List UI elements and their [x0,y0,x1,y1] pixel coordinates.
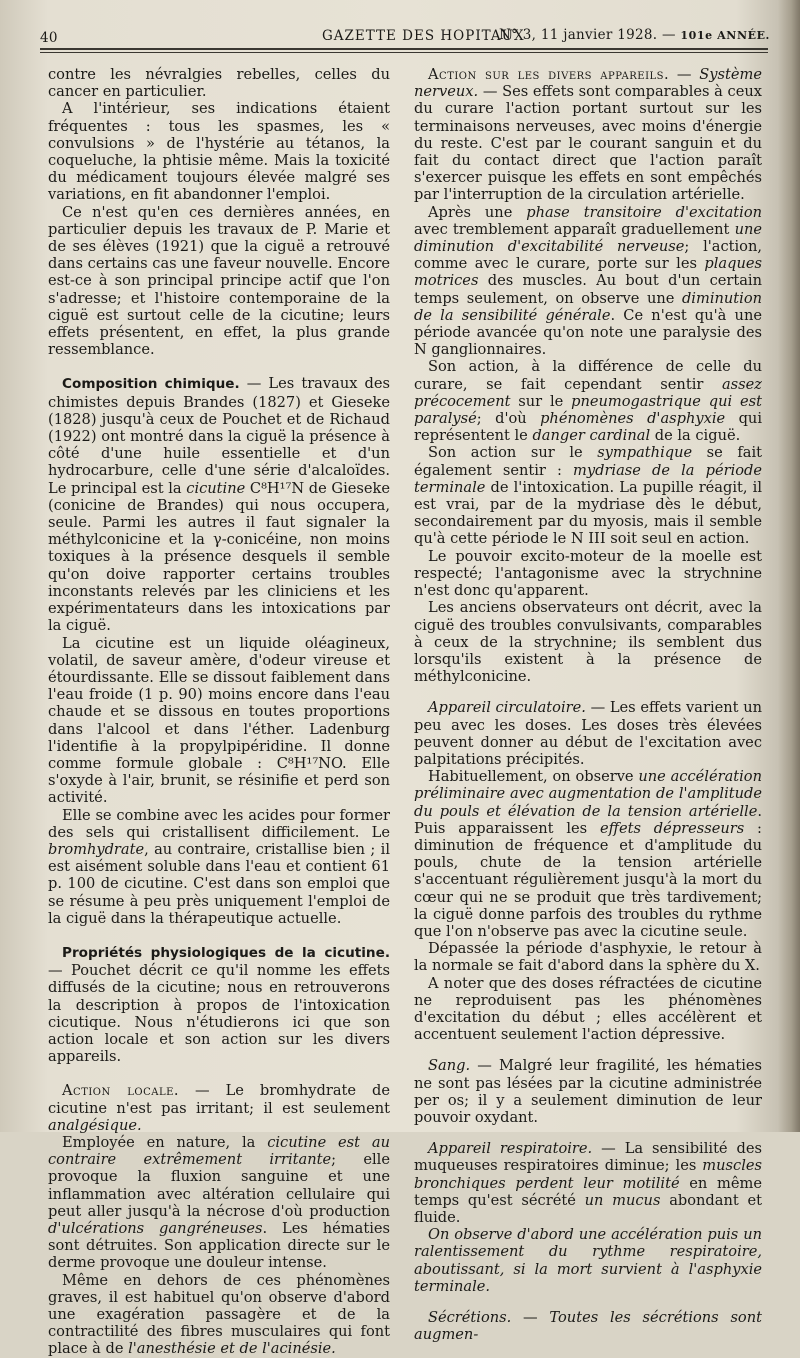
subsection-respiratoire: Appareil respiratoire. — La sensibilité des muqueuses respiratoires diminue; les muscles bronchiques perdent leur motilité en même temps qu'est sécrété un mucus abondant et fluide. [414,1140,762,1226]
paragraph: Son action sur le sympathique se fait également sentir : mydriase de la période terminale de l'intoxication. La pupille réagit, il est vrai, par de la mydriase dès le début, secondairement par du myosis, mais il semble qu'à cette période le N III soit seul en action. [414,444,763,548]
header-rule-thin [40,52,768,53]
section-proprietes: Propriétés physiologiques de la cicutine. — Pouchet décrit ce qu'il nomme les effets diffusés de la cicutine; nous en retrouverons la description à propos de l'intoxication cicutique. Nous n'étudierons ici que son action locale et son action sur les divers appareils. [48,944,390,1066]
paragraph: A noter que des doses réfractées de cicutine ne reproduisent pas les phénomènes d'excitation du début ; elles accélèrent et accentuent seulement l'action dépressive. [414,974,762,1044]
running-header [40,22,770,48]
paragraph: Dépassée la période d'asphyxie, le retour à la normale se fait d'abord dans la sphère du X. [414,940,762,975]
left-column [48,66,390,1358]
paragraph: Elle se combine avec les acides pour former des sels qui cristallisent difficilement. Le bromhydrate, au contraire, cristallise bien ; il est aisément soluble dans l'eau et contient 61 p. 100 de cicutine. C'est dans son emploi que se résume à peu près uniquement l'emploi de la ciguë dans la thérapeutique actuelle. [48,806,390,927]
paragraph: Après une phase transitoire d'excitation avec tremblement apparaît graduellement une diminution d'excitabilité nerveuse; l'action, comme avec le curare, porte sur les plaques motrices des muscles. Au bout d'un certain temps seulement, on observe une diminution de la sensibilité générale. Ce n'est qu'à une période avancée qu'on note une paralysie des N ganglionnaires. [414,203,763,359]
paragraph: On observe d'abord une accélération puis un ralentissement du rythme respiratoire, aboutissant, si la mort survient à l'asphyxie terminale. [414,1226,762,1295]
header-rule-thick [40,48,768,50]
issue-line [499,27,770,43]
subsection-heading: Appareil circulatoire. [428,699,586,717]
subsection-sang: Sang. — Malgré leur fragilité, les hématies ne sont pas lésées par la cicutine administrée per os; il y a seulement diminution de leur pouvoir oxydant. [414,1057,762,1126]
paragraph: Employée en nature, la cicutine est au contraire extrêmement irritante; elle provoque la fluxion sanguine et une inflammation avec altération cellulaire qui peut aller jusqu'à la nécrose d'où production d'ulcérations gangréneuses. Les hématies sont détruites. Son application directe sur le derme provoque une douleur intense. [48,1133,391,1272]
section-composition: Composition chimique. — Les travaux des chimistes depuis Brandes (1827) et Gieseke (1828) jusqu'à ceux de Pouchet et de Richaud (1922) ont montré dans la ciguë la présence à côté d'une huile essentielle et d'un hydrocarbure, celle d'une série d'alcaloïdes. Le principal est la cicutine C⁸H¹⁷N de Gieseke (conicine de Brandes) qui nous occupera, seule. Parmi les autres il faut signaler la méthylconicine et la γ-conicéine, non moins toxiques à la présence desquels il semble qu'on doive rapporter certains troubles inconstants relevés par les cliniciens et les expérimentateurs dans les intoxications par la ciguë. [48,375,390,635]
journal-title: GAZETTE DES HOPITAUX [322,28,525,44]
page-edge-shadow [778,0,800,1132]
paragraph: Habituellement, on observe une accélération préliminaire avec augmentation de l'amplitude du pouls et élévation de la tension artérielle. Puis apparaissent les effets dépresseurs : diminution de fréquence et d'amplitude du pouls, chute de la tension artérielle s'accentuant régulièrement jusqu'à la mort du cœur qui ne se produit que très tardivement; la ciguë donne parfois des troubles du rythme que l'on n'observe pas avec la cicutine seule. [414,768,762,940]
subsection-heading: Sécrétions. [428,1309,512,1327]
right-column [414,66,762,1343]
section-heading: Composition chimique. [62,376,240,393]
subsection-heading: Action sur les divers appareils. [428,66,670,83]
paragraph: Même en dehors de ces phénomènes graves, il est habituel qu'on observe d'abord une exagération passagère et de la contractilité des fibres musculaires qui font place à de l'anesthésie et de l'acinésie. [48,1271,390,1358]
paragraph: Son action, à la différence de celle du curare, se fait cependant sentir assez précocement sur le pneumogastrique qui est paralysé; d'où phénomènes d'asphyxie qui représentent le danger cardinal de la ciguë. [414,358,762,445]
paragraph: Le pouvoir excito-moteur de la moelle est respecté; l'antagonisme avec la strychnine n'est donc qu'apparent. [414,547,762,600]
subsection-action-locale: Action locale. — Le bromhydrate de cicutine n'est pas irritant; il est seulement analgésique. [48,1082,390,1134]
subsection-heading: Appareil respiratoire. [428,1140,593,1158]
page-number: 40 [40,30,58,46]
paragraph: Les anciens observateurs ont décrit, avec la ciguë des troubles convulsivants, comparables à ceux de la strychnine; ils semblent dus lorsqu'ils existent à la présence de méthylconicine. [414,599,762,686]
subsection-secretions: Sécrétions. — Toutes les sécrétions sont augmen- [414,1309,762,1344]
subsection-heading: Sang. [428,1057,471,1075]
subsection-circulatoire: Appareil circulatoire. — Les effets varient un peu avec les doses. Les doses très élevées peuvent donner au début de l'excitation avec palpitations précipités. [414,699,762,768]
subsection-divers-appareils: Action sur les divers appareils. — Système nerveux. — Ses effets sont comparables à ceux du curare l'action portant surtout sur les terminaisons nerveuses, avec moins d'énergie du reste. C'est par le courant sanguin et du fait du contact direct que l'action paraît s'exercer puisque les effets en sont empêchés par l'interruption de la circulation artérielle. [414,66,762,204]
paragraph: contre les névralgies rebelles, celles du cancer en particulier. [48,66,390,101]
section-heading: Propriétés physiologiques de la cicutine. [62,944,390,961]
paragraph: La cicutine est un liquide oléagineux, volatil, de saveur amère, d'odeur vireuse et étourdissante. Elle se dissout faiblement dans l'eau froide (1 p. 90) moins encore dans l'eau chaude et se dissous en toutes proportions dans l'alcool et dans l'éther. Ladenburg l'identifie à la propylpipéridine. Il donne comme formule globale : C⁸H¹⁷NO. Elle s'oxyde à l'air, brunit, se résinifie et perd son activité. [48,634,390,807]
paragraph: A l'intérieur, ses indications étaient fréquentes : tous les spasmes, les « convulsions » de l'hystérie au tétanos, la coqueluche, la phtisie même. Mais la toxicité du médicament toujours élevée malgré ses variations, en fit abandonner l'emploi. [48,100,390,204]
issue-year: 101e ANNÉE. [680,29,770,42]
subsection-heading: Action locale. [62,1082,180,1100]
paragraph: Ce n'est qu'en ces dernières années, en particulier depuis les travaux de P. Marie et de ses élèves (1921) que la ciguë a retrouvé dans certains cas une faveur nouvelle. Encore est-ce à son principal principe actif que l'on s'adresse; et l'histoire contemporaine de la ciguë est surtout celle de la cicutine; leurs effets présentent, en effet, la plus grande ressemblance. [48,203,390,359]
issue-date: N° 3, 11 janvier 1928. — [499,27,676,43]
